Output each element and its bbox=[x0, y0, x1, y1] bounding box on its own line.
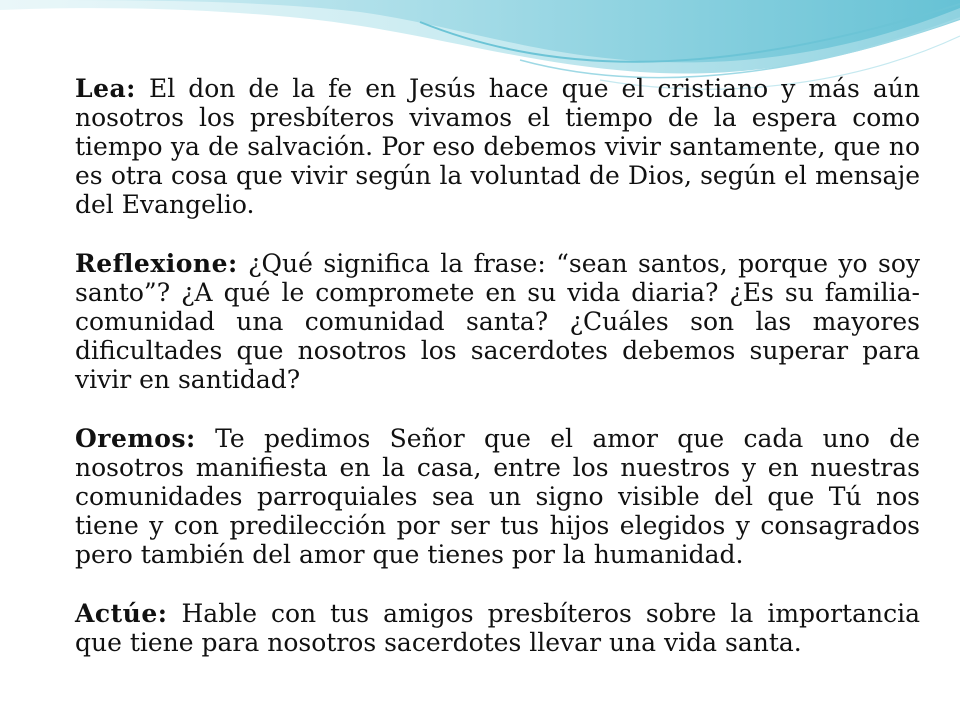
paragraph-label: Oremos: bbox=[75, 424, 196, 453]
paragraph-reflexione bbox=[75, 249, 920, 394]
paragraph-oremos bbox=[75, 424, 920, 569]
paragraph-actue bbox=[75, 599, 920, 657]
paragraph-lea bbox=[75, 74, 920, 219]
paragraph-label: Reflexione: bbox=[75, 249, 238, 278]
paragraph-text: Hable con tus amigos presbíteros sobre la importancia que tiene para nosotros sacerdotes llevar una vida santa. bbox=[75, 599, 920, 657]
paragraph-text: El don de la fe en Jesús hace que el cristiano y más aún nosotros los presbíteros vivamos el tiempo de la espera como tiempo ya de salvación. Por eso debemos vivir santamente, que no es otra cosa que vivir según la voluntad de Dios, según el mensaje del Evangelio. bbox=[75, 74, 920, 219]
paragraph-label: Actúe: bbox=[75, 599, 168, 628]
paragraph-label: Lea: bbox=[75, 74, 136, 103]
paragraph-text: Te pedimos Señor que el amor que cada uno de nosotros manifiesta en la casa, entre los nuestros y en nuestras comunidades parroquiales sea un signo visible del que Tú nos tiene y con predilección por ser tus hijos elegidos y consagrados pero también del amor que tienes por la humanidad. bbox=[75, 424, 920, 569]
paragraph-text: ¿Qué significa la frase: “sean santos, porque yo soy santo”? ¿A qué le compromete en su vida diaria? ¿Es su familia-comunidad una comunidad santa? ¿Cuáles son las mayores dificultades que nosotros los sacerdotes debemos superar para vivir en santidad? bbox=[75, 249, 921, 394]
slide-body bbox=[75, 74, 920, 687]
